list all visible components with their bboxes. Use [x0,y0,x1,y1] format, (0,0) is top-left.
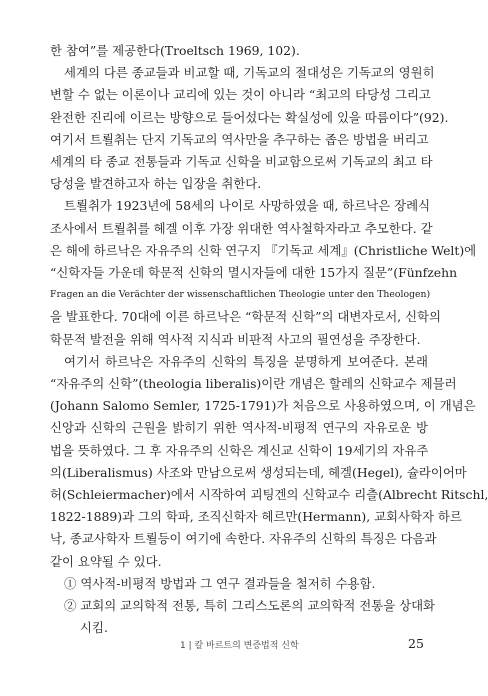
text-line: ① 역사적-비평적 방법과 그 연구 결과들을 철저히 수용함. [64,575,376,591]
text-line: “자유주의 신학”(theologia liberalis)이란 개념은 할레의 신학교수 제믈러 [50,376,457,391]
text-line: 변할 수 없는 이론이나 교리에 있는 것이 아니라 “최고의 타당성 그리고 [50,87,431,103]
text-line: 신앙과 신학의 근원을 밝히기 위한 역사적-비평적 연구의 자유로운 방 [50,420,428,436]
text-line: 여기서 트뢸취는 단지 기독교의 역사만을 추구하는 좁은 방법을 버리고 [50,131,429,147]
text-line: 조사에서 트뢸취를 헤겔 이후 가장 위대한 역사철학자라고 추모한다. 같 [50,220,433,236]
text-line: 세계의 타 종교 전통들과 기독교 신학을 비교함으로써 기독교의 최고 타 [50,154,433,169]
page-footer [0,636,470,656]
text-line: 학문적 발전을 위해 역사적 지식과 비판적 사고의 필연성을 주장한다. [50,331,421,347]
text-line: 여기서 하르낙은 자유주의 신학의 특징을 분명하게 보여준다. 본래 [64,353,428,369]
text-line: 1822-1889)과 그의 학파, 조직신학자 헤르만(Hermann), 교회사학자 하르 [50,509,462,525]
running-header: 1 | 칼 바르트의 변증법적 신학 [180,641,299,651]
page-number: 25 [408,636,424,651]
text-line: 낙, 종교사학자 트뢸등이 여기에 속한다. 자유주의 신학의 특징은 다음과 [50,531,437,547]
text-line: 을 발표한다. 70대에 이른 하르낙은 “학문적 신학”의 대변자로서, 신학의 [50,309,441,325]
text-line: 은 해에 하르낙은 자유주의 신학 연구지 『기독교 세계』(Christliche Welt)에 [50,242,477,258]
text-line: 한 참여”를 제공한다(Troeltsch 1969, 102). [50,43,300,58]
text-line: 세계의 다른 종교들과 비교할 때, 기독교의 절대성은 기독교의 영원히 [64,65,435,81]
text-line: 법을 뜻하였다. 그 후 자유주의 신학은 계신교 신학이 19세기의 자유주 [50,442,429,458]
text-line: 당성을 발견하고자 하는 입장을 취한다. [50,176,262,192]
text-line: “신학자들 가운데 학문적 신학의 멸시자들에 대한 15가지 질문”(Fünfzehn [50,265,458,280]
text-line: 트뢸취가 1923년에 58세의 나이로 사망하였을 때, 하르낙은 장례식 [64,198,431,214]
text-line: Fragen an die Verächter der wissenschaftlichen Theologie unter den Theologen) [50,289,431,301]
text-line: 허(Schleiermacher)에서 시작하여 괴팅겐의 신학교수 리츨(Albrecht Ritschl, [50,487,488,502]
text-line: ② 교회의 교의학적 전통, 특히 그리스도론의 교의학적 전통을 상대화 [64,598,436,613]
text-line: 의(Liberalismus) 사조와 만남으로써 생성되는데, 헤겔(Hegel), 슐라이어마 [50,464,467,480]
text-line: (Johann Salomo Semler, 1725-1791)가 처음으로 사용하였으며, 이 개념은 [50,398,476,414]
text-line: 시킴. [80,620,108,636]
text-line: 완전한 진리에 이르는 방향으로 들어섰다는 확실성에 있을 따름이다”(92). [50,109,449,125]
text-line: 같이 요약될 수 있다. [50,553,162,569]
